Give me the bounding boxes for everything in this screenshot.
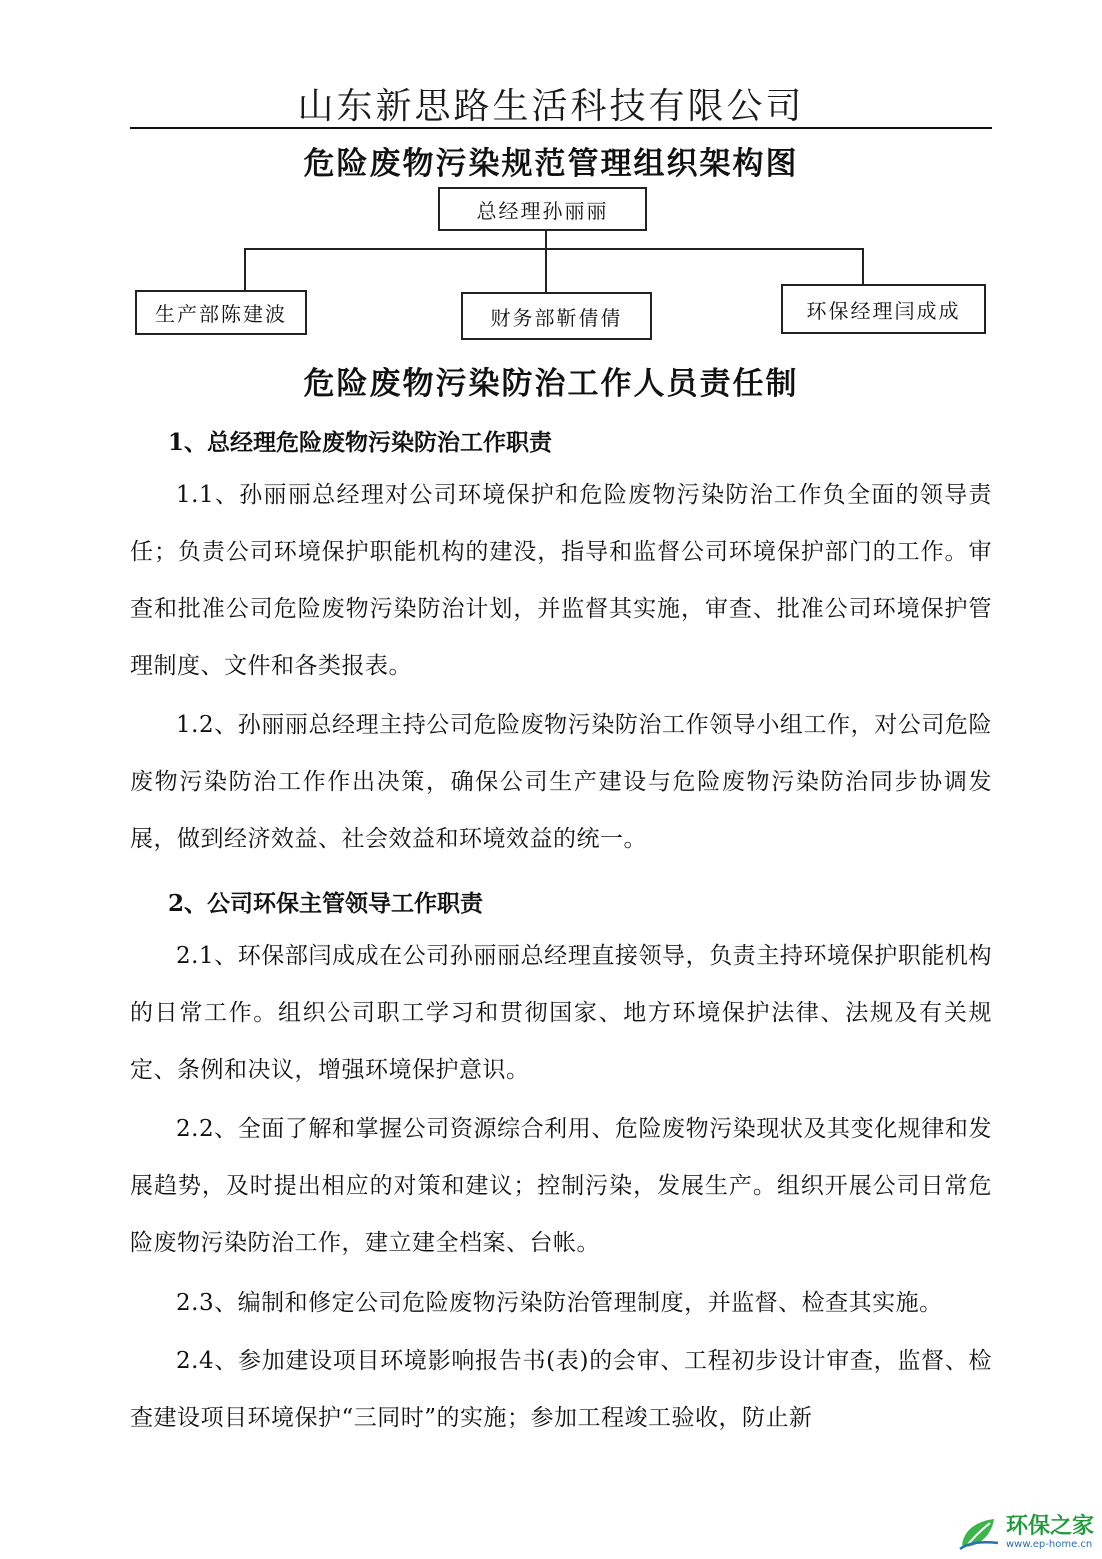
- org-connector-left: [244, 248, 246, 292]
- org-box-label: 生产部陈建波: [155, 302, 287, 326]
- org-box-label: 财务部靳倩倩: [490, 305, 623, 330]
- org-box-general-manager: [438, 187, 647, 231]
- header-divider: [130, 127, 992, 129]
- responsibility-title: 危险废物污染防治工作人员责任制: [303, 366, 799, 402]
- org-box-environment: [781, 284, 986, 334]
- leaf-logo-icon: [958, 1515, 1000, 1551]
- site-watermark: [958, 1515, 1094, 1551]
- section-1-heading: 1、总经理危险废物污染防治工作职责: [168, 429, 553, 456]
- org-connector-vertical: [545, 231, 547, 292]
- org-connector-horizontal: [245, 248, 863, 250]
- paragraph-2-1: 2.1、环保部闫成成在公司孙丽丽总经理直接领导，负责主持环境保护职能机构的日常工作。组织公司职工学习和贯彻国家、地方环境保护法律、法规及有关规定、条例和决议，增强环境保护意识。: [130, 943, 992, 1083]
- org-connector-right: [862, 248, 864, 285]
- paragraph-2-2: 2.2、全面了解和掌握公司资源综合利用、危险废物污染现状及其变化规律和发展趋势，及时提出相应的对策和建议；控制污染，发展生产。组织开展公司日常危险废物污染防治工作，建立建全档案、台帐。: [130, 1116, 992, 1256]
- watermark-name: 环保之家: [1005, 1514, 1094, 1539]
- company-name: 山东新思路生活科技有限公司: [297, 86, 805, 127]
- paragraph-1-2: 1.2、孙丽丽总经理主持公司危险废物污染防治工作领导小组工作，对公司危险废物污染防治工作作出决策，确保公司生产建设与危险废物污染防治同步协调发展，做到经济效益、社会效益和环境效益的统一。: [130, 712, 992, 852]
- org-box-label: 总经理孙丽丽: [476, 198, 609, 223]
- org-box-finance: [461, 292, 652, 340]
- paragraph-1-1: 1.1、孙丽丽总经理对公司环境保护和危险废物污染防治工作负全面的领导责任；负责公司环境保护职能机构的建没，指导和监督公司环境保护部门的工作。审查和批准公司危险废物污染防治计划，并监督其实施，审查、批准公司环境保护管理制度、文件和各类报表。: [130, 482, 992, 679]
- org-box-production: [135, 290, 307, 335]
- paragraph-2-3: 2.3、编制和修定公司危险废物污染防治管理制度，并监督、检查其实施。: [176, 1290, 943, 1316]
- watermark-url: www.ep-home.cn: [1005, 1539, 1093, 1550]
- org-box-label: 环保经理闫成成: [806, 298, 961, 323]
- section-2-heading: 2、公司环保主管领导工作职责: [168, 890, 484, 917]
- org-chart-title: 危险废物污染规范管理组织架构图: [303, 146, 799, 182]
- paragraph-2-4: 2.4、参加建设项目环境影响报告书(表)的会审、工程初步设计审查，监督、检查建设项目环境保护“三同时”的实施；参加工程竣工验收，防止新: [130, 1348, 992, 1431]
